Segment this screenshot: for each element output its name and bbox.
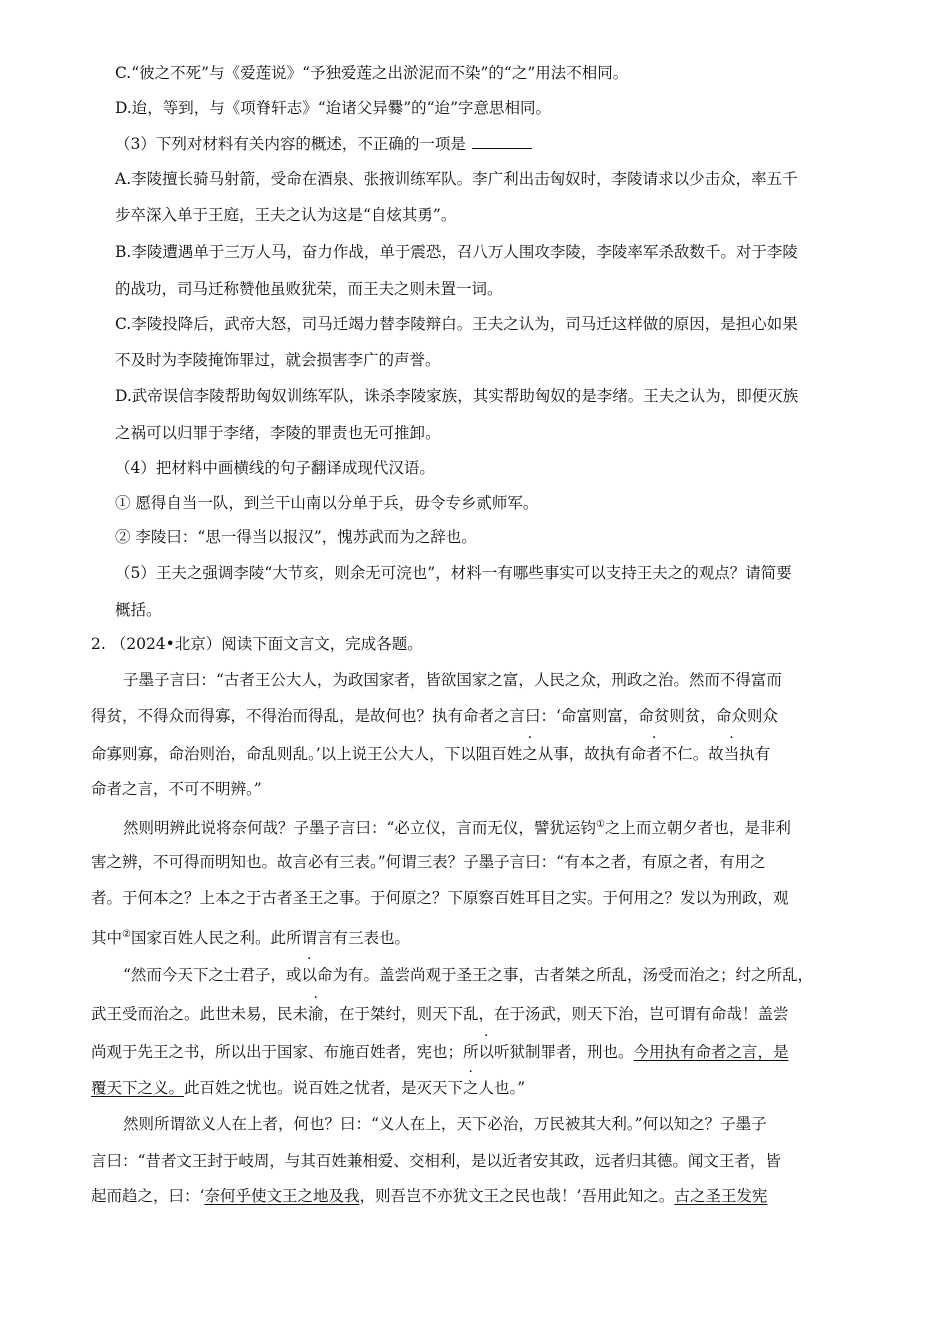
- text-run: 尚观于先王之书，所以出于国家、布施百姓者，宪也；所: [91, 1043, 479, 1061]
- option-d: D.迨，等到，与《项脊轩志》“迨诸父异爨”的“迨”字意思相同。: [115, 99, 551, 117]
- passage-p1-line-3: [91, 744, 770, 764]
- passage-p2-line-3: 者。于何本之？上本之于古者圣王之事。于何原之？下原察百姓耳目之实。于何用之？发以为刑政，观: [91, 889, 789, 907]
- question-5-line-1: （5）王夫之强调李陵“大节亥，则余无可浣也”，材料一有哪些事实可以支持王夫之的观点？请简要: [115, 564, 792, 582]
- dotted-char: 之: [463, 1079, 479, 1097]
- text-run: 执有: [739, 745, 771, 763]
- passage-p4-line-2: 言曰：“昔者文王封于岐周，与其百姓兼相爱、交相利，是以近者安其政，远者归其德。闻文王者，皆: [91, 1152, 781, 1170]
- dotted-char: 以: [301, 966, 317, 984]
- underlined-sentence: 古之圣王发宪: [674, 1187, 768, 1205]
- underlined-sentence: 今用执有命者之言，是: [633, 1043, 789, 1061]
- q3-option-d-line-2: 之祸可以归罪于李绪，李陵的罪责也无可推卸。: [115, 424, 441, 442]
- q3-option-b-line-1: B.李陵遭遇单于三万人马，奋力作战，单于震恐，召八万人围攻李陵，李陵率军杀敌数千。对于李陵: [115, 243, 798, 261]
- answer-blank[interactable]: [472, 134, 532, 149]
- text-run: 然则明辨此说将奈何哉？子墨子言曰：“必立仪，言而无仪，譬犹运钧: [123, 819, 596, 837]
- text-run: ，则吾岂不亦犹文王之民也哉！’吾用此知之。: [359, 1187, 675, 1205]
- dotted-char: 者: [646, 745, 662, 763]
- text-run: 人也。”: [478, 1079, 526, 1097]
- passage-p3-line-4: [91, 1078, 525, 1098]
- passage-p4-line-3: [91, 1186, 767, 1206]
- passage-p2-line-2: 害之辨，不可得而明知也。故言必有三表。”何谓三表？子墨子言曰：“有本之者，有原之者，有用之: [91, 853, 766, 871]
- text-run: 国家百姓人民之利。此所谓言有三表也。: [130, 929, 410, 947]
- text-run: 命为有。盖尝尚观于圣王之事，古者桀之所乱，汤受而治之；纣之所乱，: [316, 966, 813, 984]
- underlined-sentence: 奈何乎使文王之地及我: [204, 1187, 360, 1205]
- text-run: 命寡则寡，命治则治，命乱则乱。’以上说王公大人，下以阻百姓: [91, 745, 523, 763]
- passage-p2-line-1: [123, 815, 791, 838]
- option-c: C.“彼之不死”与《爱莲说》“予独爱莲之出淤泥而不染”的“之”用法不相同。: [115, 64, 629, 82]
- question-4-item-2: ② 李陵曰：“思一得当以报汉”，愧苏武而为之辞也。: [115, 528, 477, 546]
- q3-option-d-line-1: D.武帝误信李陵帮助匈奴训练军队，诛杀李陵家族，其实帮助匈奴的是李绪。王夫之认为，即便灭族: [115, 387, 799, 405]
- question-3-stem: [115, 134, 532, 154]
- q3-option-b-line-2: 的战功，司马迁称赞他虽败犹荣，而王夫之则未置一词。: [115, 280, 503, 298]
- passage-p4-line-1: 然则所谓欲义人在上者，何也？曰：“义人在上，天下必治，万民被其大利。”何以知之？子墨子: [123, 1115, 767, 1133]
- question-4-stem: （4）把材料中画横线的句子翻译成现代汉语。: [115, 459, 435, 477]
- q3-option-c-line-2: 不及时为李陵掩饰罪过，就会损害李广的声誉。: [115, 351, 441, 369]
- text-run: ，在于桀纣，则天下乱，在于汤武，则天下治，岂可谓有命哉！盖尝: [323, 1005, 789, 1023]
- question-4-item-1: ① 愿得自当一队，到兰干山南以分单于兵，毋令专乡贰师军。: [115, 494, 539, 512]
- text-run: 起而趋之，曰：‘: [91, 1187, 205, 1205]
- dotted-char: 以: [478, 1043, 495, 1061]
- footnote-marker-1: ①: [595, 819, 605, 830]
- question-5-line-2: 概括。: [115, 601, 162, 619]
- text-run: 不仁。故: [661, 745, 724, 763]
- underlined-sentence: 覆天下之义。: [91, 1079, 185, 1097]
- text-run: 此百姓之忧也。说百姓之忧者，是灭天下: [184, 1079, 464, 1097]
- text-run: 其中: [91, 929, 123, 947]
- dotted-char: 渝: [308, 1005, 324, 1023]
- q3-option-c-line-1: C.李陵投降后，武帝大怒，司马迁竭力替李陵辩白。王夫之认为，司马迁这样做的原因，是担心如果: [115, 315, 798, 333]
- passage-p3-line-2: [91, 1004, 789, 1024]
- passage-p1-line-2: 得贫，不得众而得寡，不得治而得乱，是故何也？执有命者之言曰：‘命富则富，命贫则贫，命众则众: [91, 707, 778, 725]
- text-run: 从事，故执有命: [537, 745, 647, 763]
- passage-p1-line-1: 子墨子言曰：“古者王公大人，为政国家者，皆欲国家之富，人民之众，刑政之治。然而不得富而: [123, 671, 782, 689]
- dotted-char: 之: [522, 745, 538, 763]
- question-3-text: （3）下列对材料有关内容的概述，不正确的一项是: [115, 135, 466, 153]
- passage-p1-line-4: 命者之言，不可不明辨。”: [91, 780, 262, 798]
- dotted-char: 当: [723, 745, 740, 763]
- passage-p2-line-4: [91, 925, 410, 948]
- text-run: “然而今天下之士君子，或: [123, 966, 302, 984]
- passage-p3-line-3: [91, 1042, 789, 1062]
- text-run: 听狱制罪者，刑也。: [494, 1043, 634, 1061]
- question-2-header: 2. （2024•北京）阅读下面文言文，完成各题。: [91, 635, 423, 653]
- text-run: 之上而立朝夕者也，是非利: [604, 819, 791, 837]
- q3-option-a-line-1: A.李陵擅长骑马射箭，受命在酒泉、张掖训练军队。李广利出击匈奴时，李陵请求以少击众，率五千: [115, 170, 798, 188]
- text-run: 武王受而治之。此世未易，民未: [91, 1005, 309, 1023]
- q3-option-a-line-2: 步卒深入单于王庭，王夫之认为这是“自炫其勇”。: [115, 206, 457, 224]
- passage-p3-line-1: [123, 965, 813, 985]
- footnote-marker-2: ②: [122, 929, 131, 940]
